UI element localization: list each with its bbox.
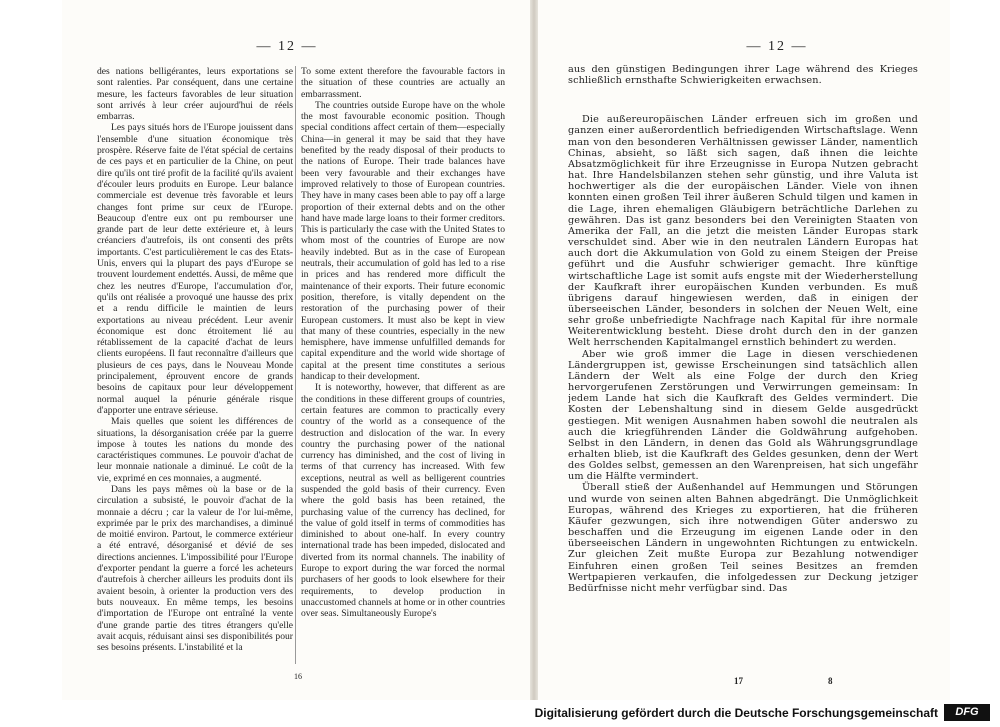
english-paragraph: It is noteworthy, however, that different as are the conditions in these different groups of countries, certain features are common to practically every country of the world as a consequence of the destruction and dislocation of the war. In every country the purchasing power of the national currency has diminished, and the cost of living in terms of that currency has increased. With few exceptions, neutral as well as belligerent countries suspended the gold basis of their currency. Even where the gold basis has been retained, the purchasing value of the currency has declined, for the value of gold itself in terms of commodities has diminished to about one-half. In every country international trade has been impeded, dislocated and diverted from its normal channels. The inability of Europe to export during the war forced the normal purchasers of her goods to look elsewhere for their requirements, to develop production in unaccustomed channels at home or in other countries over seas. Simultaneously Europe's	[301, 382, 505, 620]
german-column	[568, 64, 918, 670]
left-page-number: — 12 —	[256, 39, 318, 54]
german-paragraph: Überall stieß der Außenhandel auf Hemmungen und Störungen und wurde von seinen alten Bahnen abgedrängt. Die Unmöglichkeit Europas, während des Krieges zu exportieren, hat die früheren Käufer gezwungen, sich ihre notwendigen Güter anderswo zu beschaffen und die Erzeugung im eigenen Lande oder in den überseeischen Ländern in ungewohnten Richtungen zu entwickeln. Zur gleichen Zeit mußte Europa zur Bezahlung notwendiger Einfuhren einen großen Teil seines Besitzes an fremden Wertpapieren verkaufen, die infolgedessen zur Deckung jetziger Bedürfnisse nicht mehr verfügbar sind. Das	[568, 482, 918, 594]
dfg-logo: DFG	[944, 704, 990, 721]
right-page	[538, 0, 950, 700]
paragraph-gap	[568, 86, 918, 114]
german-paragraph: aus den günstigen Bedingungen ihrer Lage während des Krieges schließlich ernsthafte Schwierigkeiten erwachsen.	[568, 64, 918, 87]
column-divider	[295, 66, 296, 664]
french-paragraph: Dans les pays mêmes où la base or de la circulation a subsisté, le pouvoir d'achat de la monnaie a décru ; car la valeur de l'or lui-même, exprimée par le prix des marchandises, a diminué de moitié environ. Partout, le commerce extérieur a été entravé, désorganisé et dévié de ses directions anciennes. L'impossibilité pour l'Europe d'exporter pendant la guerre a forcé les acheteurs d'autrefois à chercher ailleurs les produits dont ils avaient besoin, à orienter la production vers des buts nouveaux. En même temps, les besoins d'importation de l'Europe ont entraîné la vente d'une grande partie des titres étrangers qu'elle avait acquis, réduisant ainsi ses disponibilités pour ses besoins présents. L'instabilité et la	[97, 483, 293, 654]
book-gutter	[530, 0, 538, 700]
right-page-number: — 12 —	[746, 39, 808, 54]
english-paragraph: The countries outside Europe have on the whole the most favourable economic position. Though special conditions affect certain of them—especially China—in general it may be said that they have benefited by the ready disposal of their products to the nations of Europe. Their trade balances have been very favourable and their exchanges have improved relatively to those of European countries. They have in many cases been able to pay off a large proportion of their external debts and on the other hand have made large loans to their former creditors. This is particularly the case with the United States to whom most of the countries of Europe are now heavily indebted. But as in the case of European neutrals, their accumulation of gold has led to a rise in prices and has rendered more difficult the maintenance of their exports. Their future economic position, therefore, is vitally dependent on the restoration of the purchasing power of their European customers. It must also be kept in view that many of these countries, especially in the new hemisphere, have immense unfulfilled demands for capital expenditure and the world wide shortage of capital at the present time constitutes a serious handicap to their development.	[301, 99, 505, 383]
german-paragraph: Die außereuropäischen Länder erfreuen sich im großen und ganzen einer außerordentlich befriedigenden Wirtschaftslage. Wenn man von den besonderen Verhältnissen gewisser Länder, namentlich Chinas, absieht, so läßt sich sagen, daß ihnen die leichte Absatzmöglichkeit für ihre Erzeugnisse in Europa Nutzen gebracht hat. Ihre Handelsbilanzen stehen sehr günstig, und ihre Valuta ist hochwertiger als die der europäischen Länder. Viele von ihnen konnten einen großen Teil ihrer äußeren Schuld tilgen und kamen in die Lage, ihren ehemaligen Gläubigern beträchtliche Darlehen zu gewähren. Das ist ganz besonders bei den Vereinigten Staaten von Amerika der Fall, an die jetzt die meisten Länder Europas stark verschuldet sind. Aber wie in den neutralen Ländern Europas hat auch dort die Akkumulation von Gold zu einem Steigen der Preise geführt und die Ausfuhr schwieriger gemacht. Ihre künftige wirtschaftliche Lage ist somit aufs engste mit der Wiederherstellung der Kaufkraft ihrer europäischen Kunden verbunden. Es muß übrigens darauf hingewiesen werden, daß in einigen der überseeischen Länder, besonders in solchen der Neuen Welt, eine sehr große unbefriedigte Nachfrage nach Kapital für ihre normale Weiterentwicklung besteht. Diese droht durch den in der ganzen Welt herrschenden Kapitalmangel ernstlich behindert zu werden.	[568, 114, 918, 349]
german-paragraph: Aber wie groß immer die Lage in diesen verschiedenen Ländergruppen ist, gewisse Erscheinungen sind tatsächlich allen Ländern der Welt als eine Folge der durch den Krieg hervorgerufenen Zerstörungen und Verwirrungen gemeinsam: In jedem Lande hat sich die Kaufkraft des Geldes vermindert. Die Kosten der Lebenshaltung sind in diesem Gelde ausgedrückt gestiegen. Mit wenigen Ausnahmen haben sowohl die neutralen als auch die kriegführenden Länder die Goldwährung aufgehoben. Selbst in den Ländern, in denen das Gold als Währungsgrundlage erhalten blieb, ist die Kaufkraft des Geldes gesunken, denn der Wert des Goldes selbst, gemessen an den Warenpreisen, hat sich ungefähr um die Hälfte vermindert.	[568, 348, 918, 483]
left-footer-number: 16	[294, 672, 302, 681]
french-paragraph: Les pays situés hors de l'Europe jouissent dans l'ensemble d'une situation économique très prospère. Réserve faite de l'état spécial de certains de ces pays et en particulier de la Chine, on peut dire qu'ils ont tiré profit de la facilité qu'ils avaient d'écouler leurs produits en Europe. Leur balance commerciale est devenue très favorable et leurs changes font prime sur ceux de l'Europe. Beaucoup d'entre eux ont pu rembourser une grande part de leur dette extérieure et, à leurs créanciers d'autrefois, ils ont consenti des prêts importants. C'est particulièrement le cas des Etats-Unis, envers qui la plupart des pays d'Europe se trouvent lourdement endettés. Aussi, de même que chez les neutres d'Europe, l'accumulation d'or, qu'ils ont réalisée a provoqué une hausse des prix et a rendu difficile le maintien de leurs exportations au niveau précédent. Leur avenir économique est donc étroitement lié au rétablissement de la capacité d'achat de leurs clients européens. Il faut reconnaître d'ailleurs que plusieurs de ces pays, dans le Nouveau Monde principalement, éprouvent encore de grands besoins de capitaux pour leur développement normal auquel la pénurie générale risque d'apporter une entrave sérieuse.	[97, 122, 293, 416]
french-paragraph: des nations belligérantes, leurs exportations se sont ralenties. Par conséquent, dans une certaine mesure, les facteurs favorables de leur situation sont arrivés à leur créer aujourd'hui de réels embarras.	[97, 66, 293, 123]
signature-mark: 17	[734, 676, 743, 686]
left-page	[62, 0, 530, 700]
french-paragraph: Mais quelles que soient les différences de situations, la désorganisation créée par la guerre impose à toutes les nations du monde des caractéristiques communes. Le pouvoir d'achat de leur monnaie nationale a diminué. Le coût de la vie, exprimé en ces monnaies, a augmenté.	[97, 416, 293, 484]
french-column	[97, 66, 293, 666]
english-column	[301, 66, 505, 666]
signature-mark: 8	[828, 676, 833, 686]
digitization-banner	[0, 700, 1000, 727]
banner-text: Digitalisierung gefördert durch die Deutsche Forschungsgemeinschaft	[534, 706, 938, 720]
english-paragraph: To some extent therefore the favourable factors in the situation of these countries are actually an embarrassment.	[301, 66, 505, 100]
